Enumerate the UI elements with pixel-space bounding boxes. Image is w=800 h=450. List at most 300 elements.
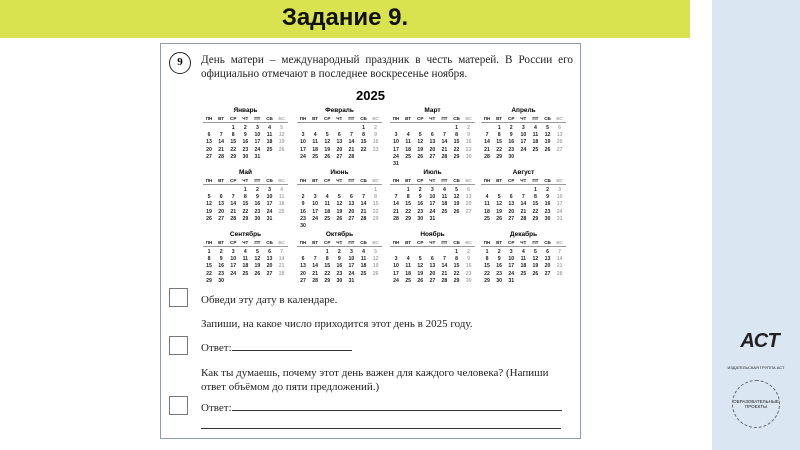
day-cell[interactable]: 6 — [509, 194, 513, 201]
day-cell[interactable]: 5 — [255, 249, 259, 255]
day-cell[interactable]: 13 — [300, 263, 306, 270]
day-cell[interactable]: 9 — [243, 132, 247, 139]
day-cell[interactable]: 11 — [532, 132, 539, 139]
day-cell[interactable]: 18 — [441, 201, 448, 208]
day-cell[interactable]: 13 — [266, 256, 273, 263]
day-cell[interactable]: 22 — [496, 146, 503, 153]
day-cell[interactable]: 25 — [324, 215, 331, 222]
day-cell[interactable]: 2 — [255, 187, 259, 193]
day-cell[interactable]: 28 — [520, 215, 527, 222]
day-cell[interactable]: 10 — [393, 139, 399, 146]
day-cell[interactable]: 11 — [278, 194, 285, 201]
day-cell[interactable]: 28 — [441, 277, 448, 284]
day-cell[interactable]: 31 — [254, 153, 261, 160]
day-cell[interactable]: 9 — [497, 256, 501, 263]
day-cell[interactable]: 8 — [455, 132, 458, 139]
day-cell[interactable]: 7 — [442, 132, 446, 139]
day-cell[interactable]: 22 — [405, 208, 412, 215]
day-cell[interactable]: 6 — [337, 132, 341, 139]
day-cell[interactable]: 27 — [429, 277, 436, 284]
day-cell[interactable]: 18 — [405, 270, 412, 277]
day-cell[interactable]: 31 — [556, 215, 563, 222]
checkbox-3[interactable] — [169, 396, 188, 415]
day-cell[interactable]: 12 — [206, 201, 212, 208]
day-cell[interactable]: 24 — [230, 270, 237, 277]
day-cell[interactable]: 16 — [508, 139, 515, 146]
day-cell[interactable]: 26 — [417, 153, 424, 160]
day-cell[interactable]: 10 — [230, 256, 237, 263]
day-cell[interactable]: 21 — [556, 263, 563, 270]
day-cell[interactable]: 2 — [418, 187, 422, 193]
answer-line-2b[interactable] — [201, 428, 561, 429]
day-cell[interactable]: 20 — [544, 263, 551, 270]
day-cell[interactable]: 17 — [393, 270, 399, 277]
day-cell[interactable]: 5 — [497, 194, 501, 201]
day-cell[interactable]: 12 — [453, 194, 460, 201]
checkbox-1[interactable] — [169, 288, 188, 307]
day-cell[interactable]: 14 — [348, 139, 355, 146]
day-cell[interactable]: 9 — [255, 194, 259, 201]
day-cell[interactable]: 17 — [429, 201, 436, 208]
day-cell[interactable]: 24 — [393, 277, 399, 284]
day-cell[interactable]: 19 — [417, 270, 424, 277]
day-cell[interactable]: 1 — [533, 187, 537, 193]
day-cell[interactable]: 30 — [496, 277, 503, 284]
day-cell[interactable]: 29 — [484, 277, 490, 284]
day-cell[interactable]: 17 — [254, 139, 261, 146]
day-cell[interactable]: 8 — [455, 256, 458, 263]
day-cell[interactable]: 2 — [467, 249, 471, 255]
day-cell[interactable]: 6 — [301, 256, 305, 263]
day-cell[interactable]: 19 — [254, 263, 261, 270]
day-cell[interactable]: 5 — [325, 132, 329, 139]
day-cell[interactable]: 28 — [312, 277, 319, 284]
day-cell[interactable]: 30 — [336, 277, 343, 284]
day-cell[interactable]: 28 — [441, 153, 448, 160]
day-cell[interactable]: 23 — [218, 270, 225, 277]
day-cell[interactable]: 23 — [496, 270, 503, 277]
day-cell[interactable]: 21 — [393, 208, 399, 215]
day-cell[interactable]: 15 — [242, 201, 249, 208]
day-cell[interactable]: 6 — [219, 194, 223, 201]
day-cell[interactable]: 5 — [418, 132, 422, 139]
day-cell[interactable]: 15 — [453, 139, 460, 146]
day-cell[interactable]: 19 — [417, 146, 424, 153]
day-cell[interactable]: 16 — [465, 139, 472, 146]
day-cell[interactable]: 15 — [360, 139, 367, 146]
day-cell[interactable]: 3 — [509, 249, 513, 255]
day-cell[interactable]: 29 — [496, 153, 503, 160]
day-cell[interactable]: 25 — [312, 153, 319, 160]
day-cell[interactable]: 15 — [453, 263, 460, 270]
day-cell[interactable]: 29 — [372, 215, 379, 222]
day-cell[interactable]: 13 — [429, 263, 436, 270]
day-cell[interactable]: 1 — [207, 249, 211, 255]
day-cell[interactable]: 2 — [467, 125, 471, 131]
day-cell[interactable]: 10 — [508, 256, 515, 263]
day-cell[interactable]: 12 — [417, 263, 424, 270]
day-cell[interactable]: 29 — [405, 215, 412, 222]
day-cell[interactable]: 28 — [348, 153, 355, 160]
day-cell[interactable]: 17 — [393, 146, 399, 153]
day-cell[interactable]: 7 — [313, 256, 317, 263]
day-cell[interactable]: 24 — [429, 208, 436, 215]
checkbox-2[interactable] — [169, 336, 188, 355]
day-cell[interactable]: 7 — [558, 249, 562, 255]
day-cell[interactable]: 1 — [243, 187, 247, 193]
day-cell[interactable]: 18 — [532, 139, 539, 146]
day-cell[interactable]: 11 — [266, 132, 273, 139]
day-cell[interactable]: 18 — [520, 263, 527, 270]
day-cell[interactable]: 21 — [230, 208, 237, 215]
day-cell[interactable]: 28 — [218, 153, 225, 160]
day-cell[interactable]: 20 — [429, 270, 436, 277]
day-cell[interactable]: 9 — [337, 256, 341, 263]
day-cell[interactable]: 3 — [231, 249, 235, 255]
day-cell[interactable]: 6 — [430, 256, 434, 263]
day-cell[interactable]: 20 — [300, 270, 306, 277]
day-cell[interactable]: 19 — [496, 208, 503, 215]
day-cell[interactable]: 15 — [324, 263, 331, 270]
day-cell[interactable]: 10 — [520, 132, 527, 139]
day-cell[interactable]: 11 — [324, 201, 330, 208]
day-cell[interactable]: 3 — [394, 256, 398, 263]
day-cell[interactable]: 1 — [406, 187, 410, 193]
day-cell[interactable]: 1 — [325, 249, 329, 255]
day-cell[interactable]: 22 — [206, 270, 212, 277]
day-cell[interactable]: 2 — [497, 249, 501, 255]
day-cell[interactable]: 22 — [372, 208, 379, 215]
day-cell[interactable]: 30 — [508, 153, 515, 160]
day-cell[interactable]: 8 — [374, 194, 378, 201]
day-cell[interactable]: 12 — [254, 256, 261, 263]
day-cell[interactable]: 13 — [465, 194, 472, 201]
day-cell[interactable]: 20 — [465, 201, 472, 208]
day-cell[interactable]: 11 — [242, 256, 249, 263]
day-cell[interactable]: 11 — [360, 256, 367, 263]
day-cell[interactable]: 22 — [453, 146, 460, 153]
day-cell[interactable]: 18 — [324, 208, 331, 215]
day-cell[interactable]: 5 — [455, 187, 458, 193]
day-cell[interactable]: 4 — [442, 187, 446, 193]
day-cell[interactable]: 22 — [484, 270, 490, 277]
day-cell[interactable]: 13 — [429, 139, 436, 146]
day-cell[interactable]: 17 — [230, 263, 237, 270]
day-cell[interactable]: 11 — [405, 263, 411, 270]
day-cell[interactable]: 14 — [218, 139, 225, 146]
day-cell[interactable]: 4 — [268, 125, 271, 131]
day-cell[interactable]: 30 — [465, 277, 472, 284]
day-cell[interactable]: 9 — [467, 256, 471, 263]
day-cell[interactable]: 23 — [465, 146, 472, 153]
day-cell[interactable]: 13 — [544, 256, 551, 263]
day-cell[interactable]: 21 — [360, 208, 367, 215]
day-cell[interactable]: 24 — [348, 270, 355, 277]
day-cell[interactable]: 26 — [324, 153, 331, 160]
day-cell[interactable]: 10 — [300, 139, 306, 146]
day-cell[interactable]: 16 — [242, 139, 249, 146]
day-cell[interactable]: 27 — [336, 153, 343, 160]
day-cell[interactable]: 15 — [496, 139, 503, 146]
day-cell[interactable]: 25 — [266, 146, 273, 153]
day-cell[interactable]: 5 — [280, 125, 284, 131]
day-cell[interactable]: 3 — [521, 125, 525, 131]
day-cell[interactable]: 12 — [496, 201, 503, 208]
day-cell[interactable]: 22 — [242, 208, 249, 215]
day-cell[interactable]: 6 — [207, 132, 211, 139]
day-cell[interactable]: 7 — [442, 256, 446, 263]
day-cell[interactable]: 10 — [429, 194, 436, 201]
day-cell[interactable]: 26 — [336, 215, 343, 222]
day-cell[interactable]: 28 — [230, 215, 237, 222]
day-cell[interactable]: 31 — [266, 215, 273, 222]
day-cell[interactable]: 14 — [312, 263, 319, 270]
day-cell[interactable]: 24 — [300, 153, 306, 160]
day-cell[interactable]: 13 — [508, 201, 515, 208]
day-cell[interactable]: 10 — [348, 256, 355, 263]
day-cell[interactable]: 2 — [546, 187, 549, 193]
day-cell[interactable]: 28 — [556, 270, 563, 277]
day-cell[interactable]: 10 — [312, 201, 319, 208]
day-cell[interactable]: 26 — [417, 277, 424, 284]
day-cell[interactable]: 21 — [218, 146, 225, 153]
day-cell[interactable]: 28 — [278, 270, 285, 277]
day-cell[interactable]: 14 — [230, 201, 237, 208]
day-cell[interactable]: 26 — [532, 270, 539, 277]
day-cell[interactable]: 27 — [300, 277, 306, 284]
day-cell[interactable]: 6 — [467, 187, 471, 193]
day-cell[interactable]: 12 — [278, 132, 285, 139]
day-cell[interactable]: 17 — [312, 208, 319, 215]
day-cell[interactable]: 10 — [254, 132, 261, 139]
day-cell[interactable]: 25 — [405, 277, 412, 284]
day-cell[interactable]: 8 — [207, 256, 211, 263]
day-cell[interactable]: 11 — [312, 139, 318, 146]
day-cell[interactable]: 31 — [508, 277, 515, 284]
day-cell[interactable]: 9 — [301, 201, 305, 208]
day-cell[interactable]: 25 — [484, 215, 490, 222]
day-cell[interactable]: 2 — [301, 194, 305, 201]
day-cell[interactable]: 23 — [300, 215, 306, 222]
day-cell[interactable]: 27 — [218, 215, 225, 222]
day-cell[interactable]: 23 — [508, 146, 515, 153]
day-cell[interactable]: 29 — [324, 277, 331, 284]
day-cell[interactable]: 7 — [362, 194, 365, 201]
day-cell[interactable]: 26 — [254, 270, 261, 277]
day-cell[interactable]: 23 — [254, 208, 261, 215]
day-cell[interactable]: 3 — [268, 187, 271, 193]
day-cell[interactable]: 6 — [430, 132, 434, 139]
day-cell[interactable]: 6 — [349, 194, 353, 201]
day-cell[interactable]: 2 — [374, 125, 378, 131]
day-cell[interactable]: 1 — [455, 249, 458, 255]
day-cell[interactable]: 5 — [337, 194, 341, 201]
day-cell[interactable]: 16 — [372, 139, 379, 146]
day-cell[interactable]: 11 — [484, 201, 490, 208]
day-cell[interactable]: 2 — [337, 249, 341, 255]
day-cell[interactable]: 20 — [348, 208, 355, 215]
day-cell[interactable]: 26 — [496, 215, 503, 222]
day-cell[interactable]: 5 — [207, 194, 211, 201]
day-cell[interactable]: 20 — [266, 263, 273, 270]
day-cell[interactable]: 19 — [278, 139, 285, 146]
day-cell[interactable]: 4 — [406, 256, 410, 263]
day-cell[interactable]: 23 — [544, 208, 551, 215]
day-cell[interactable]: 28 — [484, 153, 490, 160]
day-cell[interactable]: 28 — [393, 215, 399, 222]
day-cell[interactable]: 18 — [242, 263, 249, 270]
day-cell[interactable]: 14 — [484, 139, 490, 146]
day-cell[interactable]: 4 — [521, 249, 525, 255]
day-cell[interactable]: 19 — [206, 208, 212, 215]
day-cell[interactable]: 26 — [372, 270, 379, 277]
day-cell[interactable]: 1 — [231, 125, 235, 131]
day-cell[interactable]: 3 — [301, 132, 305, 139]
day-cell[interactable]: 17 — [348, 263, 355, 270]
day-cell[interactable]: 22 — [230, 146, 237, 153]
day-cell[interactable]: 30 — [254, 215, 261, 222]
day-cell[interactable]: 12 — [544, 132, 551, 139]
day-cell[interactable]: 14 — [441, 139, 448, 146]
day-cell[interactable]: 20 — [206, 146, 212, 153]
day-cell[interactable]: 24 — [266, 208, 273, 215]
day-cell[interactable]: 19 — [453, 201, 460, 208]
day-cell[interactable]: 12 — [532, 256, 539, 263]
day-cell[interactable]: 12 — [417, 139, 424, 146]
day-cell[interactable]: 20 — [508, 208, 515, 215]
day-cell[interactable]: 4 — [243, 249, 247, 255]
day-cell[interactable]: 19 — [324, 146, 331, 153]
day-cell[interactable]: 30 — [242, 153, 249, 160]
day-cell[interactable]: 23 — [372, 146, 379, 153]
day-cell[interactable]: 21 — [312, 270, 319, 277]
day-cell[interactable]: 25 — [278, 208, 285, 215]
day-cell[interactable]: 4 — [325, 194, 329, 201]
day-cell[interactable]: 1 — [455, 125, 458, 131]
day-cell[interactable]: 12 — [372, 256, 379, 263]
day-cell[interactable]: 27 — [465, 208, 472, 215]
day-cell[interactable]: 29 — [230, 153, 237, 160]
day-cell[interactable]: 29 — [453, 153, 460, 160]
day-cell[interactable]: 8 — [362, 132, 365, 139]
day-cell[interactable]: 11 — [520, 256, 527, 263]
day-cell[interactable]: 17 — [300, 146, 306, 153]
day-cell[interactable]: 7 — [349, 132, 353, 139]
day-cell[interactable]: 27 — [544, 270, 551, 277]
day-cell[interactable]: 25 — [405, 153, 412, 160]
day-cell[interactable]: 4 — [406, 132, 410, 139]
answer-field-1[interactable] — [232, 350, 352, 351]
day-cell[interactable]: 5 — [533, 249, 537, 255]
day-cell[interactable]: 26 — [544, 146, 551, 153]
day-cell[interactable]: 22 — [324, 270, 331, 277]
day-cell[interactable]: 16 — [417, 201, 424, 208]
day-cell[interactable]: 15 — [532, 201, 539, 208]
day-cell[interactable]: 14 — [360, 201, 367, 208]
day-cell[interactable]: 23 — [336, 270, 343, 277]
day-cell[interactable]: 7 — [219, 132, 223, 139]
day-cell[interactable]: 24 — [556, 208, 563, 215]
day-cell[interactable]: 25 — [532, 146, 539, 153]
day-cell[interactable]: 30 — [218, 277, 225, 284]
day-cell[interactable]: 12 — [336, 201, 343, 208]
day-cell[interactable]: 20 — [218, 208, 225, 215]
day-cell[interactable]: 1 — [374, 187, 378, 193]
day-cell[interactable]: 18 — [360, 263, 367, 270]
day-cell[interactable]: 19 — [544, 139, 551, 146]
day-cell[interactable]: 1 — [485, 249, 489, 255]
day-cell[interactable]: 22 — [532, 208, 539, 215]
day-cell[interactable]: 26 — [206, 215, 212, 222]
day-cell[interactable]: 4 — [533, 125, 537, 131]
day-cell[interactable]: 4 — [313, 132, 317, 139]
day-cell[interactable]: 4 — [280, 187, 284, 193]
day-cell[interactable]: 13 — [218, 201, 225, 208]
day-cell[interactable]: 16 — [496, 263, 503, 270]
day-cell[interactable]: 23 — [417, 208, 424, 215]
day-cell[interactable]: 12 — [324, 139, 331, 146]
day-cell[interactable]: 15 — [230, 139, 237, 146]
day-cell[interactable]: 22 — [453, 270, 460, 277]
day-cell[interactable]: 27 — [429, 153, 436, 160]
day-cell[interactable]: 29 — [242, 215, 249, 222]
day-cell[interactable]: 11 — [441, 194, 448, 201]
day-cell[interactable]: 31 — [393, 160, 399, 167]
day-cell[interactable]: 28 — [360, 215, 367, 222]
day-cell[interactable]: 19 — [532, 263, 539, 270]
day-cell[interactable]: 14 — [278, 256, 285, 263]
day-cell[interactable]: 10 — [266, 194, 273, 201]
day-cell[interactable]: 8 — [243, 194, 247, 201]
day-cell[interactable]: 16 — [254, 201, 261, 208]
day-cell[interactable]: 15 — [206, 263, 212, 270]
day-cell[interactable]: 8 — [533, 194, 537, 201]
day-cell[interactable]: 9 — [418, 194, 422, 201]
day-cell[interactable]: 7 — [231, 194, 235, 201]
day-cell[interactable]: 7 — [485, 132, 489, 139]
day-cell[interactable]: 20 — [556, 139, 563, 146]
day-cell[interactable]: 24 — [393, 153, 399, 160]
day-cell[interactable]: 29 — [453, 277, 460, 284]
day-cell[interactable]: 24 — [254, 146, 261, 153]
day-cell[interactable]: 26 — [278, 146, 285, 153]
day-cell[interactable]: 3 — [430, 187, 434, 193]
day-cell[interactable]: 21 — [441, 146, 448, 153]
day-cell[interactable]: 30 — [300, 222, 306, 229]
day-cell[interactable]: 9 — [219, 256, 223, 263]
day-cell[interactable]: 21 — [348, 146, 355, 153]
day-cell[interactable]: 27 — [266, 270, 273, 277]
day-cell[interactable]: 16 — [465, 263, 472, 270]
day-cell[interactable]: 23 — [465, 270, 472, 277]
day-cell[interactable]: 3 — [313, 194, 317, 201]
day-cell[interactable]: 10 — [556, 194, 563, 201]
day-cell[interactable]: 8 — [485, 256, 489, 263]
day-cell[interactable]: 25 — [360, 270, 367, 277]
day-cell[interactable]: 1 — [497, 125, 501, 131]
day-cell[interactable]: 5 — [418, 256, 422, 263]
day-cell[interactable]: 17 — [556, 201, 563, 208]
day-cell[interactable]: 20 — [429, 146, 436, 153]
day-cell[interactable]: 21 — [278, 263, 285, 270]
day-cell[interactable]: 17 — [266, 201, 273, 208]
day-cell[interactable]: 16 — [218, 263, 225, 270]
day-cell[interactable]: 4 — [362, 249, 365, 255]
day-cell[interactable]: 13 — [348, 201, 355, 208]
day-cell[interactable]: 15 — [484, 263, 490, 270]
day-cell[interactable]: 18 — [278, 201, 285, 208]
day-cell[interactable]: 11 — [405, 139, 411, 146]
